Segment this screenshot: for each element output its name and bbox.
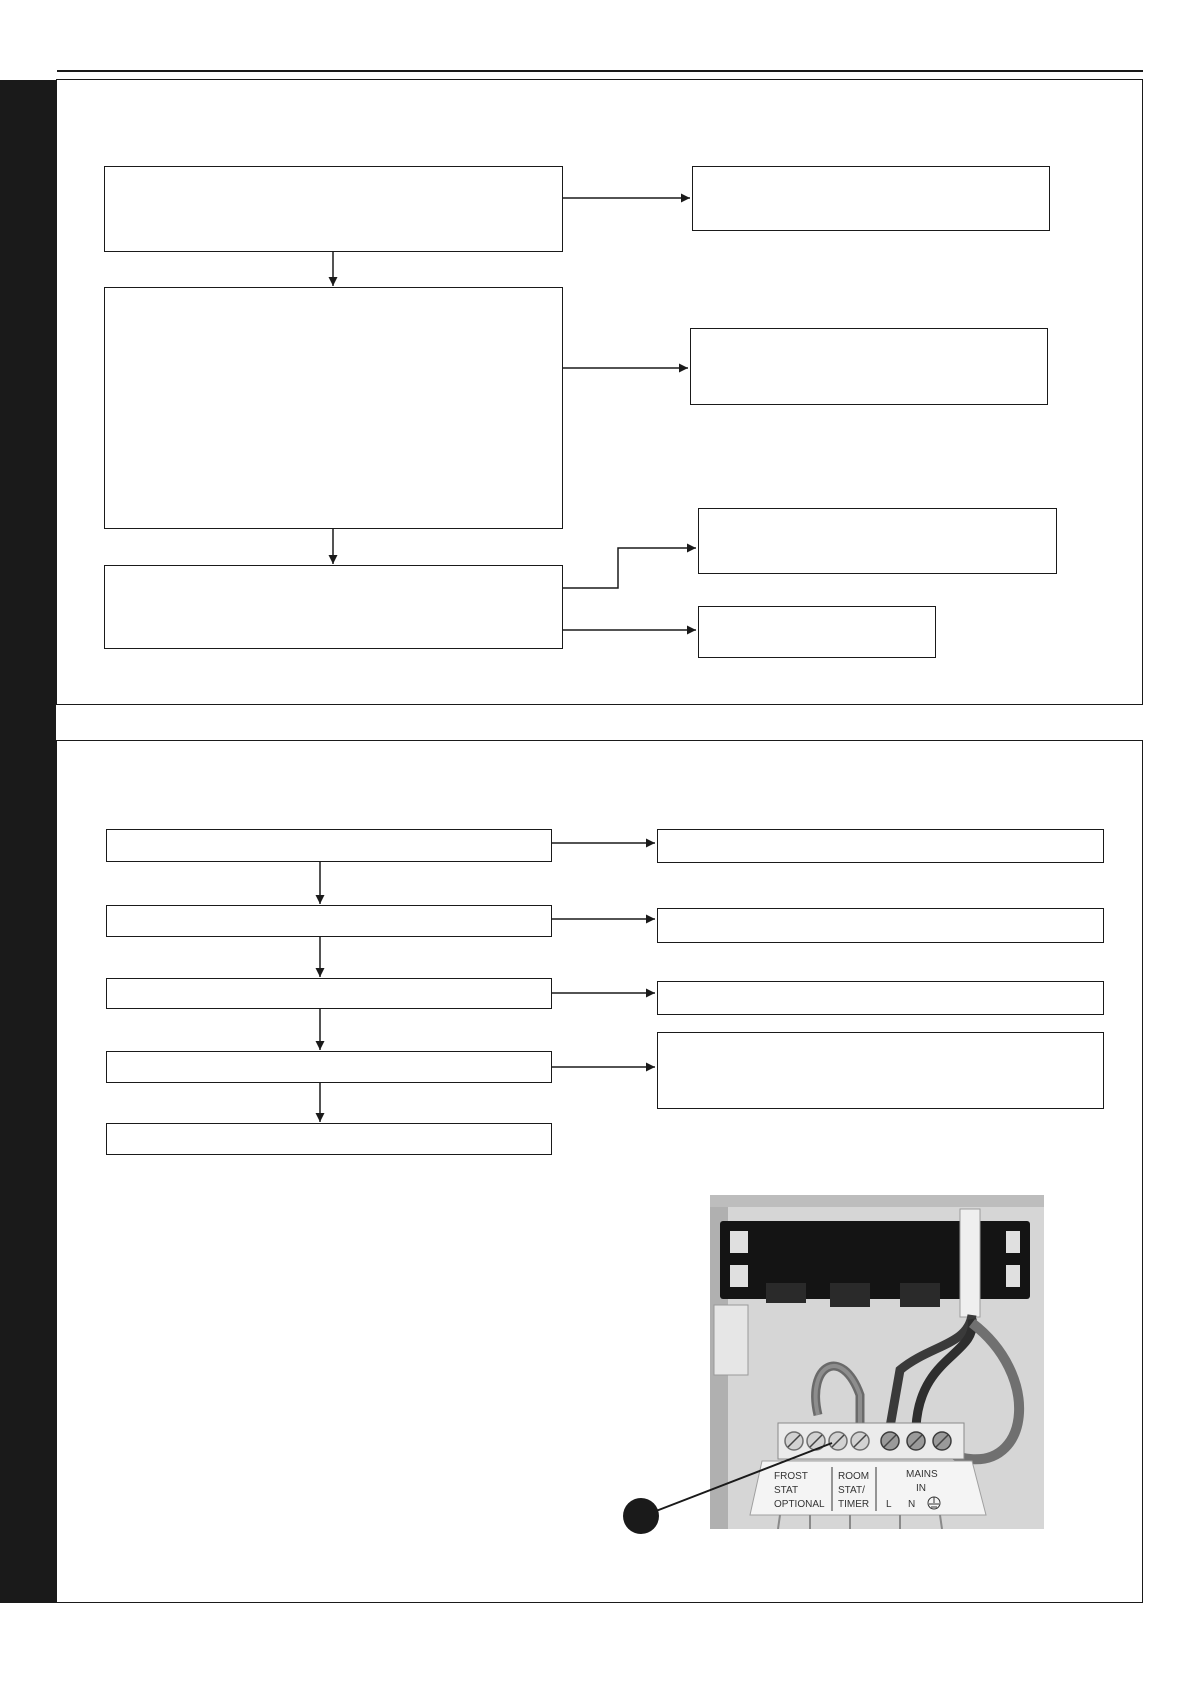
label-l: L [886,1499,892,1510]
label-optional: OPTIONAL [774,1499,825,1510]
label-frost: FROST [774,1471,808,1482]
label-mains: MAINS [906,1469,938,1480]
label-timer: TIMER [838,1499,870,1510]
callout-marker-dot [623,1498,659,1534]
label-room: ROOM [838,1471,870,1482]
label-n: N [908,1499,916,1510]
label-stat: STAT [774,1485,799,1496]
label-in: IN [916,1483,926,1494]
label-stat-slash: STAT/ [838,1485,865,1496]
callout-leader-line [656,1443,832,1511]
